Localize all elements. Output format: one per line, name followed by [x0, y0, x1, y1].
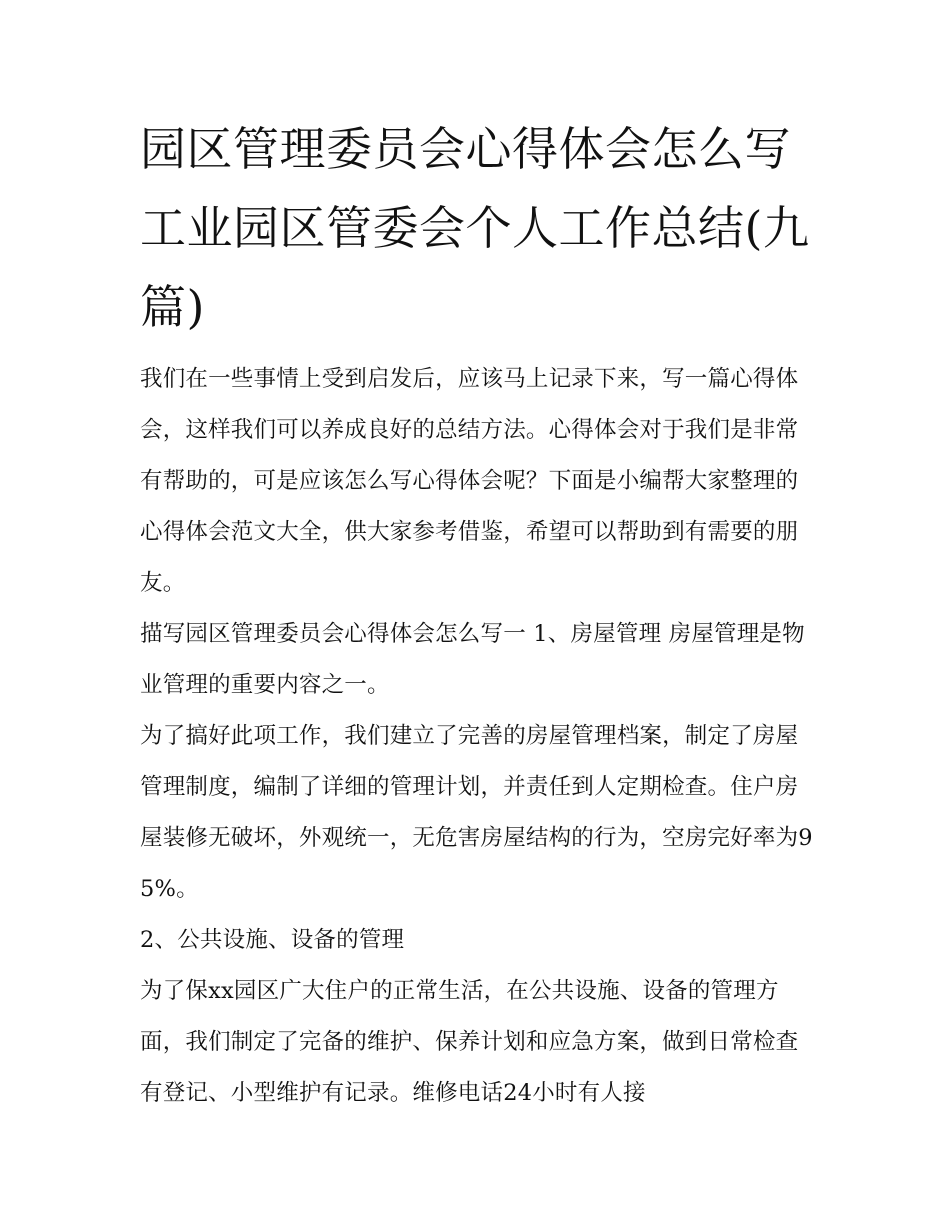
paragraph-intro: 我们在一些事情上受到启发后，应该马上记录下来，写一篇心得体会，这样我们可以养成良好的总结方法。心得体会对于我们是非常有帮助的，可是应该怎么写心得体会呢？下面是小编帮大家整理的心得体会范文大全，供大家参考借鉴，希望可以帮助到有需要的朋友。: [140, 366, 799, 596]
paragraph-heading-facilities: 2、公共设施、设备的管理: [140, 927, 405, 953]
document-title: 园区管理委员会心得体会怎么写 工业园区管委会个人工作总结(九篇): [140, 122, 810, 334]
document-body: [140, 354, 815, 1119]
paragraph-housing-management: 为了搞好此项工作，我们建立了完善的房屋管理档案，制定了房屋管理制度，编制了详细的管理计划，并责任到人定期检查。住户房屋装修无破坏，外观统一，无危害房屋结构的行为，空房完好率为95%。: [140, 723, 813, 902]
paragraph-section-1: 描写园区管理委员会心得体会怎么写一 1、房屋管理 房屋管理是物业管理的重要内容之一。: [140, 621, 805, 698]
paragraph-facilities-management: 为了保xx园区广大住户的正常生活，在公共设施、设备的管理方面，我们制定了完备的维护、保养计划和应急方案，做到日常检查有登记、小型维护有记录。维修电话24小时有人接: [140, 978, 799, 1106]
